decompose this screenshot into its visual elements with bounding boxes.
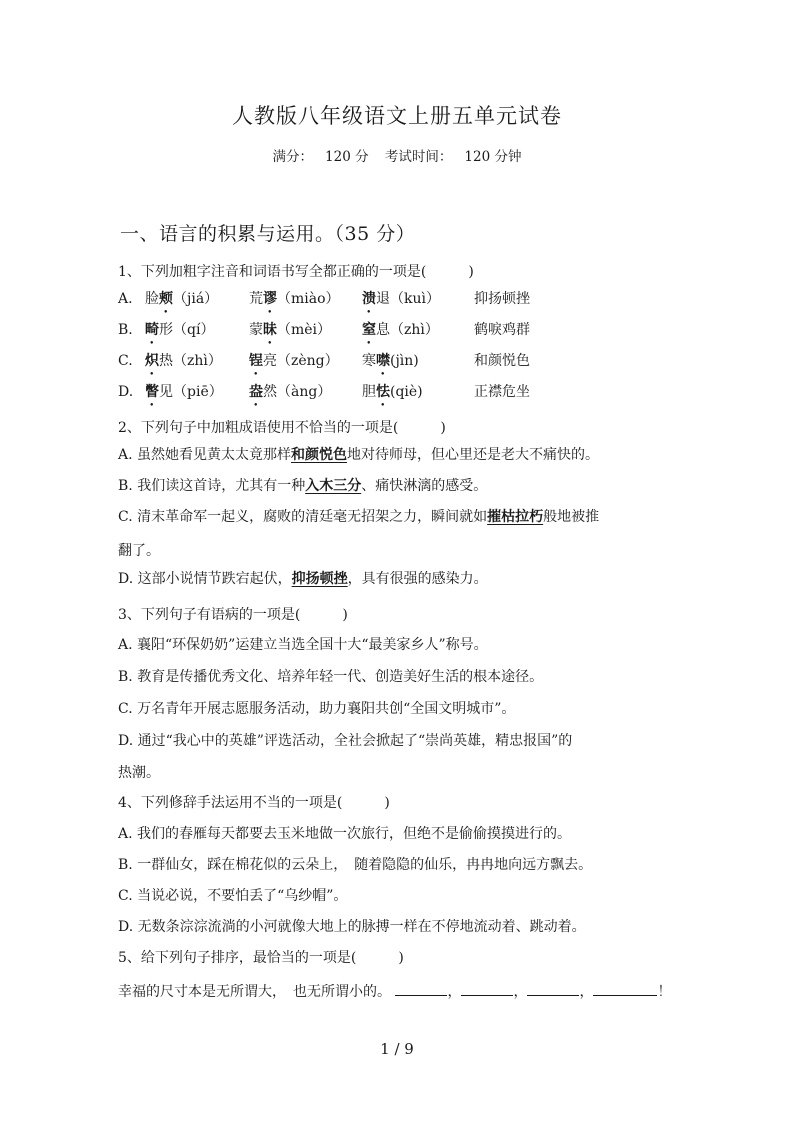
q1-option-c-word3 <box>362 351 419 378</box>
q1-option-c-word1 <box>145 351 222 378</box>
pinyin: （mèi） <box>277 322 332 338</box>
bold-char: 谬 <box>263 291 277 307</box>
pinyin: （àng） <box>277 384 332 400</box>
word-text: 见 <box>159 384 173 400</box>
q1-stem: 1、下列加粗字注音和词语书写全都正确的一项是( ) <box>118 264 474 280</box>
q5-stem: 5、给下列句子排序，最恰当的一项是( ) <box>118 950 404 966</box>
pinyin: （miào） <box>277 291 340 307</box>
q4-option-d: D. 无数条淙淙流淌的小河就像大地上的脉搏一样在不停地流动着、跳动着。 <box>118 919 586 935</box>
separator: ， <box>579 984 594 1000</box>
pinyin: （zhì） <box>390 322 439 338</box>
bold-char: 窒 <box>362 322 376 338</box>
word-text: 退 <box>376 291 390 307</box>
q4-option-c: C. 当说必说，不要怕丢了“乌纱帽”。 <box>118 888 348 904</box>
bold-char: 盎 <box>249 384 263 400</box>
q1-option-d-word4: 正襟危坐 <box>474 384 530 400</box>
pinyin: （kuì） <box>390 291 440 307</box>
word-text: 然 <box>263 384 277 400</box>
q4-option-b: B. 一群仙女，踩在棉花似的云朵上， 随着隐隐的仙乐，冉冉地向远方飘去。 <box>118 857 593 873</box>
bold-idiom: 和颜悦色 <box>291 447 348 463</box>
option-text: 般地被推 <box>543 509 600 525</box>
pinyin: (qiè) <box>390 384 423 400</box>
q3-stem: 3、下列句子有语病的一项是( ) <box>118 607 348 623</box>
option-text: ，具有很强的感染力。 <box>347 571 488 587</box>
option-text: C. 清末革命军一起义，腐败的清廷毫无招架之力，瞬间就如 <box>118 509 488 525</box>
word-text: 形 <box>159 322 173 338</box>
q1-option-d-word2 <box>249 382 331 409</box>
bold-char: 噤 <box>376 353 390 369</box>
answer-blank[interactable] <box>527 981 579 996</box>
answer-blank[interactable] <box>461 981 513 996</box>
page-number: 1 / 9 <box>380 1040 414 1058</box>
bold-idiom: 入木三分 <box>305 478 362 494</box>
q1-option-letter: B. <box>118 322 133 338</box>
q5-text: 幸福的尺寸本是无所谓大， 也无所谓小的。 <box>118 984 391 1000</box>
section-heading: 一、语言的积累与运用。（35 分） <box>120 223 416 245</box>
option-text: 地对待师母，但心里还是老大不痛快的。 <box>347 447 600 463</box>
q1-option-d-word3 <box>362 382 423 409</box>
q2-option-b <box>118 476 487 496</box>
word-text: 蒙 <box>249 322 263 338</box>
answer-blank[interactable] <box>395 981 447 996</box>
q4-option-a: A. 我们的春雁每天都要去玉米地做一次旅行，但绝不是偷偷摸摸进行的。 <box>118 826 572 842</box>
q3-option-a: A. 襄阳“环保奶奶”运建立当选全国十大“最美家乡人”称号。 <box>118 637 488 653</box>
word-text: 亮 <box>263 353 277 369</box>
time-label: 考试时间： <box>384 149 453 165</box>
q1-option-a-word4: 抑扬顿挫 <box>474 291 530 307</box>
pinyin: (jìn) <box>390 353 419 369</box>
q3-option-d: D. 通过“我心中的英雄”评选活动，全社会掀起了“崇尚英雄，精忠报国”的 <box>118 733 573 749</box>
word-text: 荒 <box>249 291 263 307</box>
q1-option-d-word1 <box>145 382 223 409</box>
pinyin: （qí） <box>173 322 215 338</box>
separator: ， <box>513 984 528 1000</box>
bold-idiom: 抑扬顿挫 <box>291 571 348 587</box>
exam-title: 人教版八年级语文上册五单元试卷 <box>232 104 562 128</box>
q1-option-a-word1 <box>145 289 218 316</box>
q1-option-b-word4: 鹤唳鸡群 <box>474 322 530 338</box>
word-text: 脸 <box>145 291 159 307</box>
q3-option-b: B. 教育是传播优秀文化、培养年轻一代、创造美好生活的根本途径。 <box>118 669 544 685</box>
q5-text-line <box>118 981 671 1002</box>
bold-char: 瞥 <box>145 384 159 400</box>
q1-option-letter: D. <box>118 384 134 400</box>
q2-option-c <box>118 507 599 527</box>
exam-info <box>0 145 794 165</box>
bold-char: 颊 <box>159 291 173 307</box>
q1-option-b-word3 <box>362 320 439 347</box>
q1-option-letter: A. <box>118 291 133 307</box>
bold-char: 锃 <box>249 353 263 369</box>
bold-idiom: 摧枯拉朽 <box>487 509 544 525</box>
pinyin: （zhì） <box>173 353 222 369</box>
option-text: B. 我们读这首诗，尤其有一种 <box>118 478 306 494</box>
word-text: 热 <box>159 353 173 369</box>
q2-option-a <box>118 445 599 465</box>
end-mark: ！ <box>657 984 672 1000</box>
q3-option-c: C. 万名青年开展志愿服务活动，助力襄阳共创“全国文明城市”。 <box>118 701 516 717</box>
full-score-label: 满分： <box>272 149 314 165</box>
full-score-value: 120 分 <box>325 149 369 165</box>
pinyin: （jiá） <box>173 291 219 307</box>
q2-stem: 2、下列句子中加粗成语使用不恰当的一项是( ) <box>118 420 446 436</box>
pinyin: （zèng） <box>277 353 339 369</box>
option-text: 、痛快淋漓的感受。 <box>361 478 488 494</box>
q1-option-a-word3 <box>362 289 440 316</box>
q3-option-d-continued: 热潮。 <box>118 765 160 781</box>
bold-char: 溃 <box>362 291 376 307</box>
q1-option-c-word2 <box>249 351 339 378</box>
bold-char: 怯 <box>376 384 390 400</box>
q1-option-b-word1 <box>145 320 214 347</box>
pinyin: （piē） <box>173 384 223 400</box>
bold-char: 昧 <box>263 322 277 338</box>
option-text: A. 虽然她看见黄太太竟那样 <box>118 447 292 463</box>
word-text: 息 <box>376 322 390 338</box>
q2-option-d <box>118 569 488 589</box>
bold-char: 炽 <box>145 353 159 369</box>
q1-option-a-word2 <box>249 289 340 316</box>
q1-option-b-word2 <box>249 320 331 347</box>
q2-option-c-continued: 翻了。 <box>118 543 160 559</box>
answer-blank[interactable] <box>593 981 657 996</box>
word-text: 胆 <box>362 384 376 400</box>
word-text: 寒 <box>362 353 376 369</box>
option-text: D. 这部小说情节跌宕起伏， <box>118 571 292 587</box>
q1-option-c-word4: 和颜悦色 <box>474 353 530 369</box>
bold-char: 畸 <box>145 322 159 338</box>
separator: ， <box>447 984 462 1000</box>
q4-stem: 4、下列修辞手法运用不当的一项是( ) <box>118 795 390 811</box>
time-value: 120 分钟 <box>464 149 522 165</box>
q1-option-letter: C. <box>118 353 133 369</box>
